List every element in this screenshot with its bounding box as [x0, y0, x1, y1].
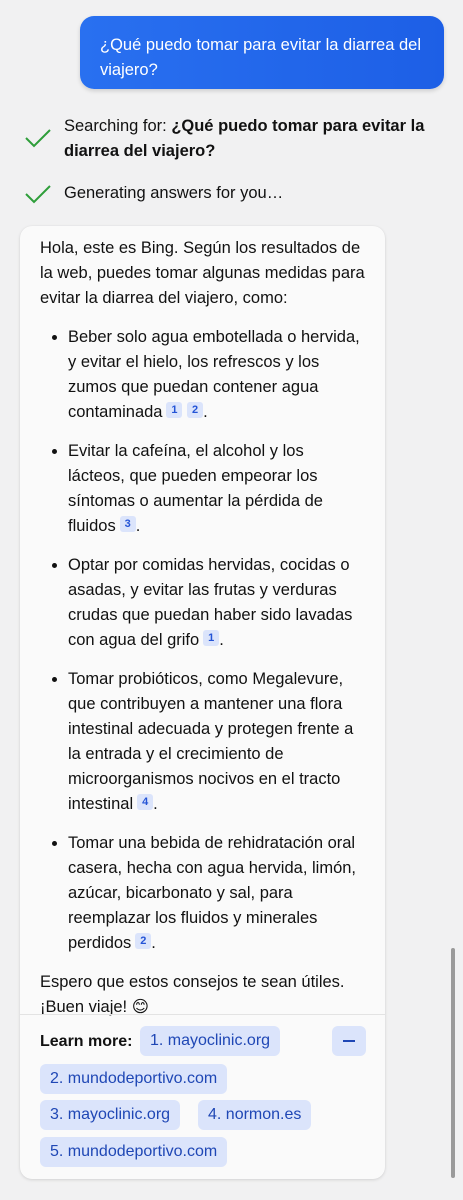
list-item: • Tomar probióticos, como Megalevure, que contribuyen a mantener una flora intestinal adecuada y protegen frente a la entrada y el crecimiento de microorganismos nocivos en el tracto intestinal 4 . — [68, 667, 365, 817]
learn-more-link[interactable]: 5. mundodeportivo.com — [40, 1137, 227, 1167]
list-item-text: Evitar la cafeína, el alcohol y los lácteos, que pueden empeorar los síntomas o aumentar la pérdida de fluidos — [68, 442, 323, 535]
searching-query: ¿Qué puedo tomar para evitar la diarrea del viajero? — [64, 117, 425, 160]
learn-more-label: Learn more: — [40, 1033, 133, 1050]
scrollbar[interactable] — [451, 948, 455, 1178]
list-item-text: Tomar probióticos, como Megalevure, que contribuyen a mantener una flora intestinal adecuada y protegen frente a la entrada y el crecimiento de microorganismos nocivos en el tracto intestinal — [68, 670, 354, 813]
user-message-text: ¿Qué puedo tomar para evitar la diarrea del viajero? — [100, 36, 422, 79]
answer-list — [40, 325, 365, 956]
citation-link[interactable]: 1 — [166, 402, 182, 418]
list-item-text: Tomar una bebida de rehidratación oral casera, hecha con agua hervida, limón, azúcar, bicarbonato y sal, para reemplazar los fluidos y minerales perdidos — [68, 834, 357, 952]
citation-link[interactable]: 2 — [187, 402, 203, 418]
list-item: • Evitar la cafeína, el alcohol y los lácteos, que pueden empeorar los síntomas o aumentar la pérdida de fluidos 3 . — [68, 439, 365, 539]
list-item: • Beber solo agua embotellada o hervida, y evitar el hielo, los refrescos y los zumos que puedan contener agua contaminada 1 2 . — [68, 325, 365, 425]
searching-prefix: Searching for: — [64, 117, 172, 135]
learn-more-link[interactable]: 2. mundodeportivo.com — [40, 1064, 227, 1094]
divider — [20, 1014, 385, 1015]
list-item-text: Optar por comidas hervidas, cocidas o asadas, y evitar las frutas y verduras crudas que puedan haber sido lavadas con agua del grifo — [68, 556, 353, 649]
citation-link[interactable]: 4 — [137, 794, 153, 810]
generating-text: Generating answers for you… — [64, 184, 284, 202]
answer-card — [20, 226, 385, 1179]
learn-more-link[interactable]: 1. mayoclinic.org — [140, 1026, 280, 1056]
list-item: • Optar por comidas hervidas, cocidas o asadas, y evitar las frutas y verduras crudas que puedan haber sido lavadas con agua del grifo 1 . — [68, 553, 365, 653]
searching-status — [64, 114, 434, 164]
user-message-bubble — [80, 16, 444, 89]
check-icon — [24, 127, 52, 149]
citation-link[interactable]: 2 — [135, 933, 151, 949]
collapse-button[interactable] — [332, 1026, 366, 1056]
learn-more-link[interactable]: 3. mayoclinic.org — [40, 1100, 180, 1130]
citation-link[interactable]: 3 — [120, 516, 136, 532]
minus-icon — [343, 1040, 355, 1042]
list-item: • Tomar una bebida de rehidratación oral casera, hecha con agua hervida, limón, azúcar, bicarbonato y sal, para reemplazar los fluidos y minerales perdidos 2 . — [68, 831, 365, 956]
learn-more-link[interactable]: 4. normon.es — [198, 1100, 311, 1130]
answer-intro: Hola, este es Bing. Según los resultados de la web, puedes tomar algunas medidas para evitar la diarrea del viajero, como: — [40, 239, 365, 307]
citation-link[interactable]: 1 — [203, 630, 219, 646]
check-icon — [24, 183, 52, 205]
generating-status — [64, 181, 283, 206]
answer-body — [20, 226, 385, 1020]
list-item-text: Beber solo agua embotellada o hervida, y evitar el hielo, los refrescos y los zumos que puedan contener agua contaminada — [68, 328, 360, 421]
answer-outro: Espero que estos consejos te sean útiles. ¡Buen viaje! 😊 — [40, 973, 345, 1016]
